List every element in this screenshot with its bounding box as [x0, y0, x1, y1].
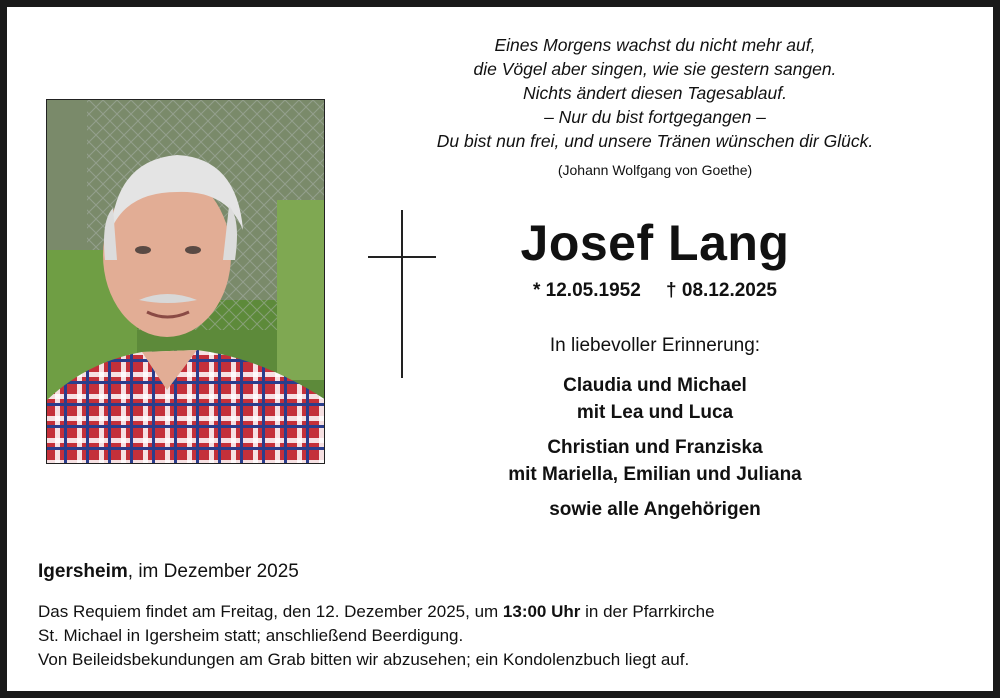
deceased-name: Josef Lang	[520, 215, 790, 271]
poem-line: Nichts ändert diesen Tagesablauf.	[523, 83, 787, 103]
birth-date: * 12.05.1952	[533, 280, 641, 301]
service-info	[38, 600, 958, 672]
mourner-line: Christian und Franziska	[547, 437, 763, 458]
info-text: in der Pfarrkirche	[580, 602, 715, 621]
mourner-line: sowie alle Angehörigen	[549, 499, 761, 520]
cross-icon	[368, 210, 436, 378]
poem-line: – Nur du bist fortgegangen –	[544, 107, 766, 127]
death-date: † 08.12.2025	[666, 280, 777, 301]
mourner-line: mit Mariella, Emilian und Juliana	[508, 464, 802, 485]
mourner-line: Claudia und Michael	[563, 375, 747, 396]
poem	[380, 33, 930, 153]
info-line: St. Michael in Igersheim statt; anschließend Beerdigung.	[38, 626, 464, 645]
mourners-list	[440, 372, 870, 523]
poem-source: (Johann Wolfgang von Goethe)	[557, 162, 753, 178]
info-line	[38, 600, 958, 624]
mourner-line: mit Lea und Luca	[576, 402, 734, 423]
info-line: Von Beileidsbekundungen am Grab bitten wir abzusehen; ein Kondolenzbuch liegt auf.	[38, 650, 690, 669]
life-dates	[470, 280, 840, 302]
poem-line: Du bist nun frei, und unsere Tränen wünschen dir Glück.	[436, 131, 874, 151]
place-date	[38, 561, 299, 583]
place-town: Igersheim	[38, 561, 128, 582]
portrait-photo	[46, 99, 325, 464]
place-date-text: , im Dezember 2025	[127, 561, 299, 582]
poem-line: Eines Morgens wachst du nicht mehr auf,	[494, 35, 816, 55]
info-text: Das Requiem findet am Freitag, den 12. Dezember 2025, um	[38, 602, 503, 621]
memory-line: In liebevoller Erinnerung:	[549, 335, 761, 356]
poem-line: die Vögel aber singen, wie sie gestern sangen.	[473, 59, 837, 79]
service-time: 13:00 Uhr	[502, 602, 581, 621]
